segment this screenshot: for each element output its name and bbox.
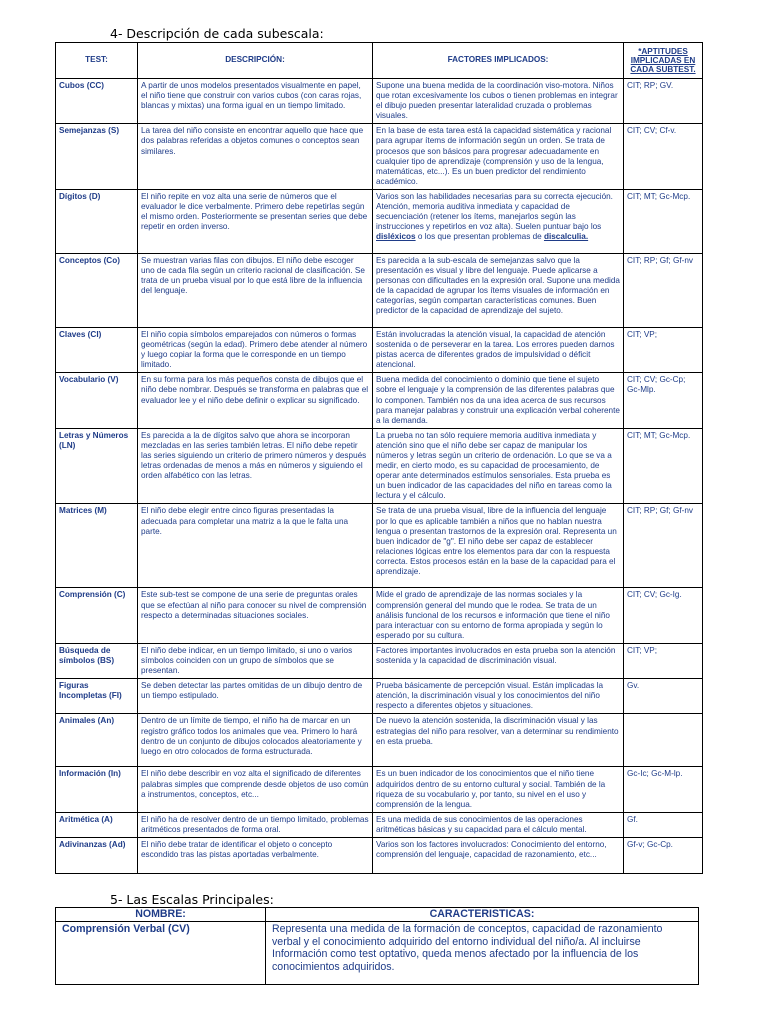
test-aptitudes: CIT; CV; Gc-Cp; Gc-Mlp.: [624, 373, 703, 428]
test-factors: Buena medida del conocimiento o dominio que tiene el sujeto sobre el lenguaje y la comprensión de las diferentes palabras que lo componen. También nos da una idea acerca de sus recursos para manejar palabras y construir una explicación verbal coherente a la demanda.: [373, 373, 624, 428]
test-aptitudes: [624, 714, 703, 767]
test-description: A partir de unos modelos presentados visualmente en papel, el niño tiene que construir con varios cubos (con caras rojas, blancas y mixtas) una forma igual en un tiempo limitado.: [138, 79, 373, 124]
test-name: Vocabulario (V): [56, 373, 138, 428]
test-description: La tarea del niño consiste en encontrar aquello que hace que dos palabras referidas a objetos comunes o conceptos sean similares.: [138, 124, 373, 190]
test-aptitudes: CIT; RP; GV.: [624, 79, 703, 124]
header-factors: FACTORES IMPLICADOS:: [373, 43, 624, 79]
test-aptitudes: CIT; CV; Cf-v.: [624, 124, 703, 190]
test-name: Conceptos (Co): [56, 253, 138, 327]
test-factors: Es una medida de sus conocimientos de las operaciones aritméticas básicas y su capacidad para el cálculo mental.: [373, 812, 624, 837]
test-description: El niño debe tratar de identificar el objeto o concepto escondido tras las pistas aportadas verbalmente.: [138, 838, 373, 874]
test-aptitudes: CIT; CV; Gc-Ig.: [624, 588, 703, 643]
test-name: Matrices (M): [56, 504, 138, 588]
test-factors: Es parecida a la sub-escala de semejanzas salvo que la presentación es visual y libre del lenguaje. Puede aplicarse a personas con dificultades en la expresión oral. Supone una medida de la capacidad de agrupar los ítems visuales de información en categorías, según compartan características comunes. Buen predictor de la capacidad de aprendizaje del sujeto.: [373, 253, 624, 327]
test-description: En su forma para los más pequeños consta de dibujos que el niño debe nombrar. Después se transforma en palabras que el evaluador lee y el niño debe definir o explicar su significado.: [138, 373, 373, 428]
table-row: [56, 373, 703, 428]
test-factors: Es un buen indicador de los conocimientos que el niño tiene adquiridos dentro de su entorno cultural y social. También de la riqueza de su vocabulario y, por tanto, su nivel en el uso y comprensión de la lengua.: [373, 767, 624, 812]
test-factors: De nuevo la atención sostenida, la discriminación visual y las estrategias del niño para resolver, van a determinar su rendimiento en esta prueba.: [373, 714, 624, 767]
test-description: Se muestran varias filas con dibujos. El niño debe escoger uno de cada fila según un criterio racional de clasificación. Se trata de un prueba visual por lo que está libre de la influencia del lenguaje.: [138, 253, 373, 327]
section-4-title: 4- Descripción de cada subescala:: [110, 26, 324, 41]
test-factors: Factores importantes involucrados en esta prueba son la atención sostenida y la capacidad de discriminación visual.: [373, 643, 624, 678]
test-factors: Están involucradas la atención visual, la capacidad de atención sostenida o de perseverar en la tarea. Los errores pueden darnos pistas acerca de diferentes grados de impulsividad o déficit atencional.: [373, 327, 624, 372]
test-aptitudes: Gf-v; Gc-Cp.: [624, 838, 703, 874]
header-description: DESCRIPCIÓN:: [138, 43, 373, 79]
table-row: [56, 124, 703, 190]
header-characteristics: CARACTERISTICAS:: [266, 908, 699, 922]
test-description: El niño debe indicar, en un tiempo limitado, si uno o varios símbolos coinciden con un grupo de símbolos que se presentan.: [138, 643, 373, 678]
table-row: [56, 679, 703, 714]
test-description: Dentro de un límite de tiempo, el niño ha de marcar en un registro gráfico todos los animales que vea. Primero lo hará dentro de un conjunto de dibujos colocados aleatoriamente y luego en otro colocados de forma estructurada.: [138, 714, 373, 767]
table-header-row: [56, 43, 703, 79]
test-factors: En la base de esta tarea está la capacidad sistemática y racional para agrupar ítems de información según un orden. Se trata de procesos que son básicos para progresar adecuadamente en cualquier tipo de aprendizaje (comprensión y uso de la lengua, matemáticas, etc...). Es un buen predictor del rendimiento académico.: [373, 124, 624, 190]
test-description: El niño ha de resolver dentro de un tiempo limitado, problemas aritméticos presentados de forma oral.: [138, 812, 373, 837]
table-row: [56, 643, 703, 678]
table-row: [56, 428, 703, 504]
test-description: Es parecida a la de dígitos salvo que ahora se incorporan mezcladas en las series también letras. El niño debe repetir las series siguiendo un criterio de primero números y después letras ordenadas de menos a más en números y siguiendo el orden alfabético con las letras.: [138, 428, 373, 504]
table-row: [56, 189, 703, 253]
test-description: El niño debe elegir entre cinco figuras presentadas la adecuada para completar una matriz a la que le falta una parte.: [138, 504, 373, 588]
test-aptitudes: CIT; RP; Gf; Gf-nv: [624, 253, 703, 327]
test-name: Figuras Incompletas (FI): [56, 679, 138, 714]
test-factors: [373, 189, 624, 253]
test-name: Dígitos (D): [56, 189, 138, 253]
test-factors: Varios son los factores involucrados: Conocimiento del entorno, comprensión del lenguaje, capacidad de razonamiento, etc...: [373, 838, 624, 874]
test-name: Semejanzas (S): [56, 124, 138, 190]
table-row: [56, 714, 703, 767]
test-factors: Se trata de una prueba visual, libre de la influencia del lenguaje por lo que es aplicable también a niños que no hablan nuestra lengua o presentan trastornos de la expresión oral. Representa un buen indicador de "g". El niño debe ser capaz de establecer relaciones lógicas entre los elementos para dar con la respuesta correcta. Estos procesos están en la base de la capacidad para el aprendizaje.: [373, 504, 624, 588]
test-name: Cubos (CC): [56, 79, 138, 124]
test-description: Este sub-test se compone de una serie de preguntas orales que se efectúan al niño para conocer su nivel de comprensión respecto a determinadas situaciones sociales.: [138, 588, 373, 643]
test-description: El niño repite en voz alta una serie de números que el evaluador le dice verbalmente. Primero debe repetirlas según el mismo orden. Posteriormente se presentan series que debe repetir en orden inverso.: [138, 189, 373, 253]
table-row: [56, 767, 703, 812]
scale-characteristics: Representa una medida de la formación de conceptos, capacidad de razonamiento verbal y el conocimiento adquirido del entorno individual del niño/a. Al incluirse Información como test optativo, queda menos afectado por la influencia de los conocimientos adquiridos.: [266, 922, 699, 985]
test-factors: La prueba no tan sólo requiere memoria auditiva inmediata y atención sino que el niño debe ser capaz de manipular los números y letras según un criterio de ordenación. Lo que se va a medir, en cierto modo, es su capacidad de procesamiento, de operar ante determinados estímulos sensoriales. Esta prueba es un buen indicador de las capacidades del niño en tareas como la lectura y el cálculo.: [373, 428, 624, 504]
test-description: Se deben detectar las partes omitidas de un dibujo dentro de un tiempo estipulado.: [138, 679, 373, 714]
test-name: Adivinanzas (Ad): [56, 838, 138, 874]
section-5-title: 5- Las Escalas Principales:: [110, 892, 274, 907]
subscale-description-table: [55, 42, 703, 874]
test-name: Claves (CI): [56, 327, 138, 372]
test-description: El niño debe describir en voz alta el significado de diferentes palabras simples que comprende desde objetos de uso común a instrumentos, conceptos, etc...: [138, 767, 373, 812]
factors-text-a: Varios son las habilidades necesarias para su correcta ejecución. Atención, memoria auditiva inmediata y capacidad de secuenciación (retener los ítems, manejarlos según las instrucciones y repetirlos en voz alta). Suelen puntuar bajo los: [376, 191, 613, 232]
test-factors: Mide el grado de aprendizaje de las normas sociales y la comprensión general del mundo que le rodea. Se trata de un análisis funcional de los recursos e información que tiene el niño para interactuar con su entorno de forma apropiada y según lo esperado por su cultura.: [373, 588, 624, 643]
factors-text-b: o los que presentan problemas de: [415, 232, 544, 242]
test-name: Búsqueda de símbolos (BS): [56, 643, 138, 678]
header-test: TEST:: [56, 43, 138, 79]
test-aptitudes: Gv.: [624, 679, 703, 714]
test-name: Letras y Números (LN): [56, 428, 138, 504]
dyslexia-link[interactable]: disléxicos: [376, 232, 416, 242]
test-name: Aritmética (A): [56, 812, 138, 837]
test-name: Información (In): [56, 767, 138, 812]
test-aptitudes: Gc-Ic; Gc-M-lp.: [624, 767, 703, 812]
header-aptitudes: *APTITUDES IMPLICADAS EN CADA SUBTEST.: [624, 43, 703, 79]
test-name: Comprensión (C): [56, 588, 138, 643]
table-row: [56, 327, 703, 372]
scales-header-row: [56, 908, 699, 922]
test-aptitudes: CIT; MT; Gc-Mcp.: [624, 189, 703, 253]
test-aptitudes: CIT; VP;: [624, 643, 703, 678]
test-factors: Supone una buena medida de la coordinación viso-motora. Niños que rotan excesivamente los cubos o tienen problemas en integrar el dibujo pueden presentar lateralidad cruzada o problemas visuales.: [373, 79, 624, 124]
test-factors: Prueba básicamente de percepción visual. Están implicadas la atención, la discriminación visual y los conocimientos del niño respecto a diferentes objetos y situaciones.: [373, 679, 624, 714]
test-aptitudes: CIT; RP; Gf; Gf-nv: [624, 504, 703, 588]
header-name: NOMBRE:: [56, 908, 266, 922]
table-row: [56, 838, 703, 874]
test-aptitudes: Gf.: [624, 812, 703, 837]
table-row: [56, 504, 703, 588]
test-name: Animales (An): [56, 714, 138, 767]
test-description: El niño copia símbolos emparejados con números o formas geométricas (según la edad). Primero debe atender al número y luego copiar la forma que le corresponde en un tiempo limitado.: [138, 327, 373, 372]
test-aptitudes: CIT; VP;: [624, 327, 703, 372]
table-row: [56, 922, 699, 985]
table-row: [56, 588, 703, 643]
dyscalculia-link[interactable]: discalculia.: [543, 232, 589, 242]
table-row: [56, 812, 703, 837]
table-row: [56, 79, 703, 124]
table-row: [56, 253, 703, 327]
scale-name: Comprensión Verbal (CV): [56, 922, 266, 985]
main-scales-table: [55, 907, 699, 985]
test-aptitudes: CIT; MT; Gc-Mcp.: [624, 428, 703, 504]
